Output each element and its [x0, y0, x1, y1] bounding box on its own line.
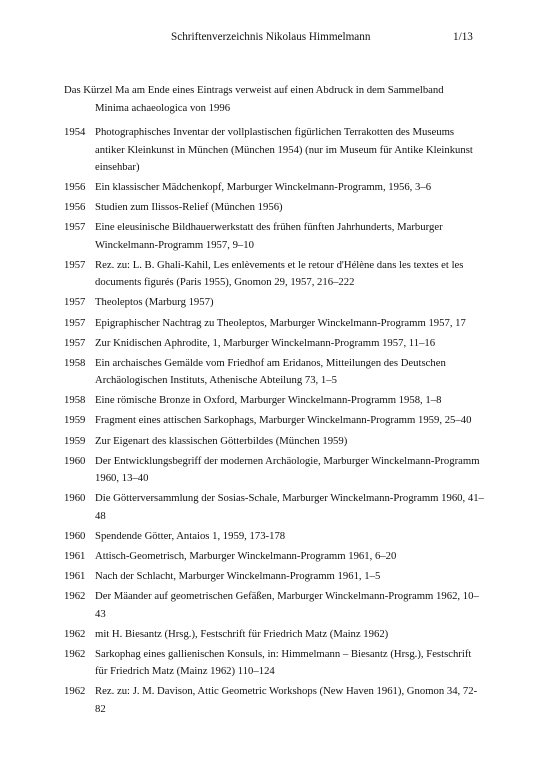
- entry-text: Zur Eigenart des klassischen Götterbildes (München 1959): [95, 434, 348, 447]
- entry-year: 1960: [64, 492, 86, 505]
- bibliography-entry: [64, 179, 484, 197]
- entry-text: Der Entwicklungsbegriff der modernen Archäologie, Marburger Winckelmann-Programm 1960, 13–40: [95, 454, 480, 485]
- bibliography-entry: [64, 355, 484, 390]
- bibliography-entry: [64, 335, 484, 353]
- bibliography-entry: [64, 433, 484, 451]
- bibliography-entry: [64, 257, 484, 292]
- entry-year: 1962: [64, 590, 86, 603]
- bibliography-entry: [64, 626, 484, 644]
- bibliography-entry: [64, 568, 484, 586]
- entry-text: Nach der Schlacht, Marburger Winckelmann-Programm 1961, 1–5: [95, 570, 381, 582]
- intro-line: Das Kürzel Ma am Ende eines Eintrags verweist auf einen Abdruck in dem Sammelband: [64, 84, 444, 96]
- bibliography-entry: [64, 219, 484, 254]
- bibliography-entry: [64, 294, 484, 312]
- entry-year: 1958: [64, 356, 86, 369]
- entry-text: Fragment eines attischen Sarkophags, Marburger Winckelmann-Programm 1959, 25–40: [95, 414, 472, 427]
- intro-note: [64, 82, 484, 117]
- entry-year: 1962: [64, 685, 86, 698]
- entry-year: 1960: [64, 529, 86, 542]
- entry-text: Die Götterversammlung der Sosias-Schale, Marburger Winckelmann-Programm 1960, 41–48: [95, 492, 484, 522]
- bibliography-entry: [64, 412, 484, 430]
- bibliography-entry: [64, 392, 484, 410]
- entry-text: Ein klassischer Mädchenkopf, Marburger Winckelmann-Programm, 1956, 3–6: [95, 181, 432, 194]
- bibliography-entry: [64, 683, 484, 718]
- entry-year: 1957: [64, 258, 86, 271]
- entry-year: 1958: [64, 394, 86, 407]
- entry-text: Ein archaisches Gemälde vom Friedhof am Eridanos, Mitteilungen des Deutschen Archäologischen Instituts, Athenische Abteilung 73, 1–5: [95, 356, 446, 387]
- intro-line: Minima achaeologica von 1996: [95, 101, 231, 114]
- bibliography-entry: [64, 548, 484, 566]
- entry-text: Spendende Götter, Antaios 1, 1959, 173-178: [95, 529, 286, 542]
- entry-year: 1957: [64, 296, 86, 309]
- entry-text: Photographisches Inventar der vollplastischen figürlichen Terrakotten des Museums antiker Kleinkunst in München (München 1954) (nur im Museum für Antike Kleinkunst einsehbar): [95, 126, 473, 173]
- entry-text: Zur Knidischen Aphrodite, 1, Marburger Winckelmann-Programm 1957, 11–16: [95, 336, 436, 349]
- entry-year: 1957: [64, 336, 86, 349]
- page-number: 1/13: [453, 31, 473, 43]
- entry-text: Rez. zu: L. B. Ghali-Kahil, Les enlèvements et le retour d'Hélène dans les textes et les documents figurés (Paris 1955), Gnomon 29, 1957, 216–222: [95, 258, 464, 289]
- entry-text: Rez. zu: J. M. Davison, Attic Geometric Workshops (New Haven 1961), Gnomon 34, 72-82: [95, 685, 478, 715]
- bibliography-entry: [64, 528, 484, 546]
- entry-year: 1956: [64, 181, 86, 194]
- entry-year: 1957: [64, 316, 86, 329]
- entry-text: Attisch-Geometrisch, Marburger Winckelmann-Programm 1961, 6–20: [95, 549, 397, 562]
- entry-text: mit H. Biesantz (Hrsg.), Festschrift für Friedrich Matz (Mainz 1962): [95, 627, 389, 640]
- bibliography-entry: [64, 490, 484, 525]
- entry-year: 1961: [64, 570, 86, 582]
- entry-text: Sarkophag eines gallienischen Konsuls, in: Himmelmann – Biesantz (Hrsg.), Festschrift für Friedrich Matz (Mainz 1962) 110–124: [95, 647, 472, 678]
- entry-text: Epigraphischer Nachtrag zu Theoleptos, Marburger Winckelmann-Programm 1957, 17: [95, 316, 466, 329]
- entry-text: Theoleptos (Marburg 1957): [95, 296, 214, 309]
- entry-year: 1962: [64, 647, 86, 660]
- entry-year: 1956: [64, 201, 86, 214]
- entry-text: Studien zum Ilissos-Relief (München 1956): [95, 201, 283, 214]
- bibliography-entry: [64, 646, 484, 681]
- entry-year: 1961: [64, 549, 86, 562]
- bibliography-entry: [64, 453, 484, 488]
- document-title: Schriftenverzeichnis Nikolaus Himmelmann: [171, 31, 371, 43]
- entry-year: 1959: [64, 414, 86, 427]
- bibliography-entry: [64, 124, 484, 177]
- entry-year: 1954: [64, 126, 86, 138]
- entry-text: Eine eleusinische Bildhauerwerkstatt des frühen fünften Jahrhunderts, Marburger Winckelmann-Programm 1957, 9–10: [95, 221, 443, 251]
- entry-year: 1957: [64, 221, 86, 234]
- entry-text: Der Mäander auf geometrischen Gefäßen, Marburger Winckelmann-Programm 1962, 10–43: [95, 590, 479, 620]
- entry-year: 1959: [64, 434, 86, 447]
- bibliography-entry: [64, 199, 484, 217]
- entry-year: 1962: [64, 627, 86, 640]
- bibliography-entry: [64, 588, 484, 623]
- entry-text: Eine römische Bronze in Oxford, Marburger Winckelmann-Programm 1958, 1–8: [95, 394, 442, 407]
- entry-year: 1960: [64, 454, 86, 467]
- bibliography-entry: [64, 315, 484, 333]
- bibliography-list: [64, 124, 484, 718]
